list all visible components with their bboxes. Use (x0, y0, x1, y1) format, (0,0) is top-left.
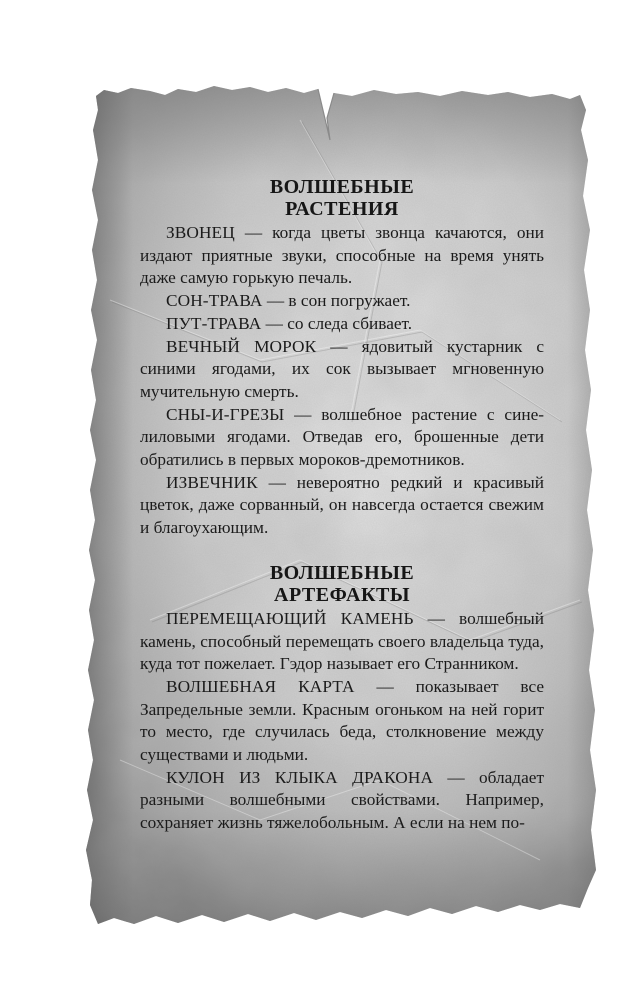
entry-term: ПЕРЕМЕЩАЮЩИЙ КАМЕНЬ (166, 608, 414, 628)
section-heading (140, 562, 544, 606)
heading-line: РАСТЕНИЯ (285, 198, 399, 220)
entry-term: ЗВОНЕЦ (166, 223, 235, 242)
entry (140, 472, 544, 540)
entry-text: — когда цветы звонца качаются, они издают приятные звуки, способные на время унять даже самую горькую печаль. (140, 223, 544, 288)
entry (140, 336, 544, 404)
entry-text: — волшебный камень, способный перемещать своего владельца туда, куда тот пожелает. Гэдор называет его Странником. (140, 608, 544, 674)
entry-list (140, 222, 544, 540)
section-heading (140, 176, 544, 220)
heading-line: ВОЛШЕБНЫЕ (269, 561, 415, 584)
heading-line: АРТЕФАКТЫ (274, 583, 410, 606)
entry-term: ВОЛШЕБНАЯ КАРТА (166, 676, 355, 696)
page-text (140, 176, 544, 835)
entry-list (140, 608, 544, 835)
heading-line: ВОЛШЕБНЫЕ (269, 176, 415, 198)
section-magic-plants (140, 176, 544, 540)
entry (140, 404, 544, 472)
entry-text: — невероятно редкий и красивый цветок, даже сорванный, он навсегда остается свежим и благоухающим. (140, 472, 544, 538)
section-magic-artifacts (140, 562, 544, 835)
entry-text: — со следа сбивает. (261, 313, 413, 333)
entry-text: — волшебное растение с сине-лиловыми ягодами. Отведав его, брошенные дети обратились в первых мороков-дремотников. (140, 404, 544, 470)
entry (140, 222, 544, 290)
entry (140, 313, 544, 336)
entry-text: — обладает разными волшебными свойствами. Например, сохраняет жизнь тяжелобольным. А если на нем по- (140, 767, 544, 833)
entry (140, 290, 544, 313)
entry-text: — показывает все Запредельные земли. Красным огоньком на ней горит то место, где случилась беда, столкновение между существами и людьми. (140, 676, 545, 765)
entry-text: — ядовитый кустарник с синими ягодами, их сок вызывает мгновенную мучительную смерть. (140, 336, 544, 401)
entry-term: ВЕЧНЫЙ МОРОК (166, 336, 317, 356)
entry-term: СОН-ТРАВА (166, 291, 263, 311)
entry (140, 676, 544, 767)
entry-term: КУЛОН ИЗ КЛЫКА ДРАКОНА (166, 767, 434, 787)
entry (140, 608, 544, 676)
entry-term: ИЗВЕЧНИК (166, 472, 258, 492)
entry-term: СНЫ-И-ГРЕЗЫ (166, 404, 285, 424)
entry-term: ПУТ-ТРАВА (166, 313, 262, 333)
entry-text: — в сон погружает. (262, 291, 411, 311)
entry (140, 767, 544, 835)
